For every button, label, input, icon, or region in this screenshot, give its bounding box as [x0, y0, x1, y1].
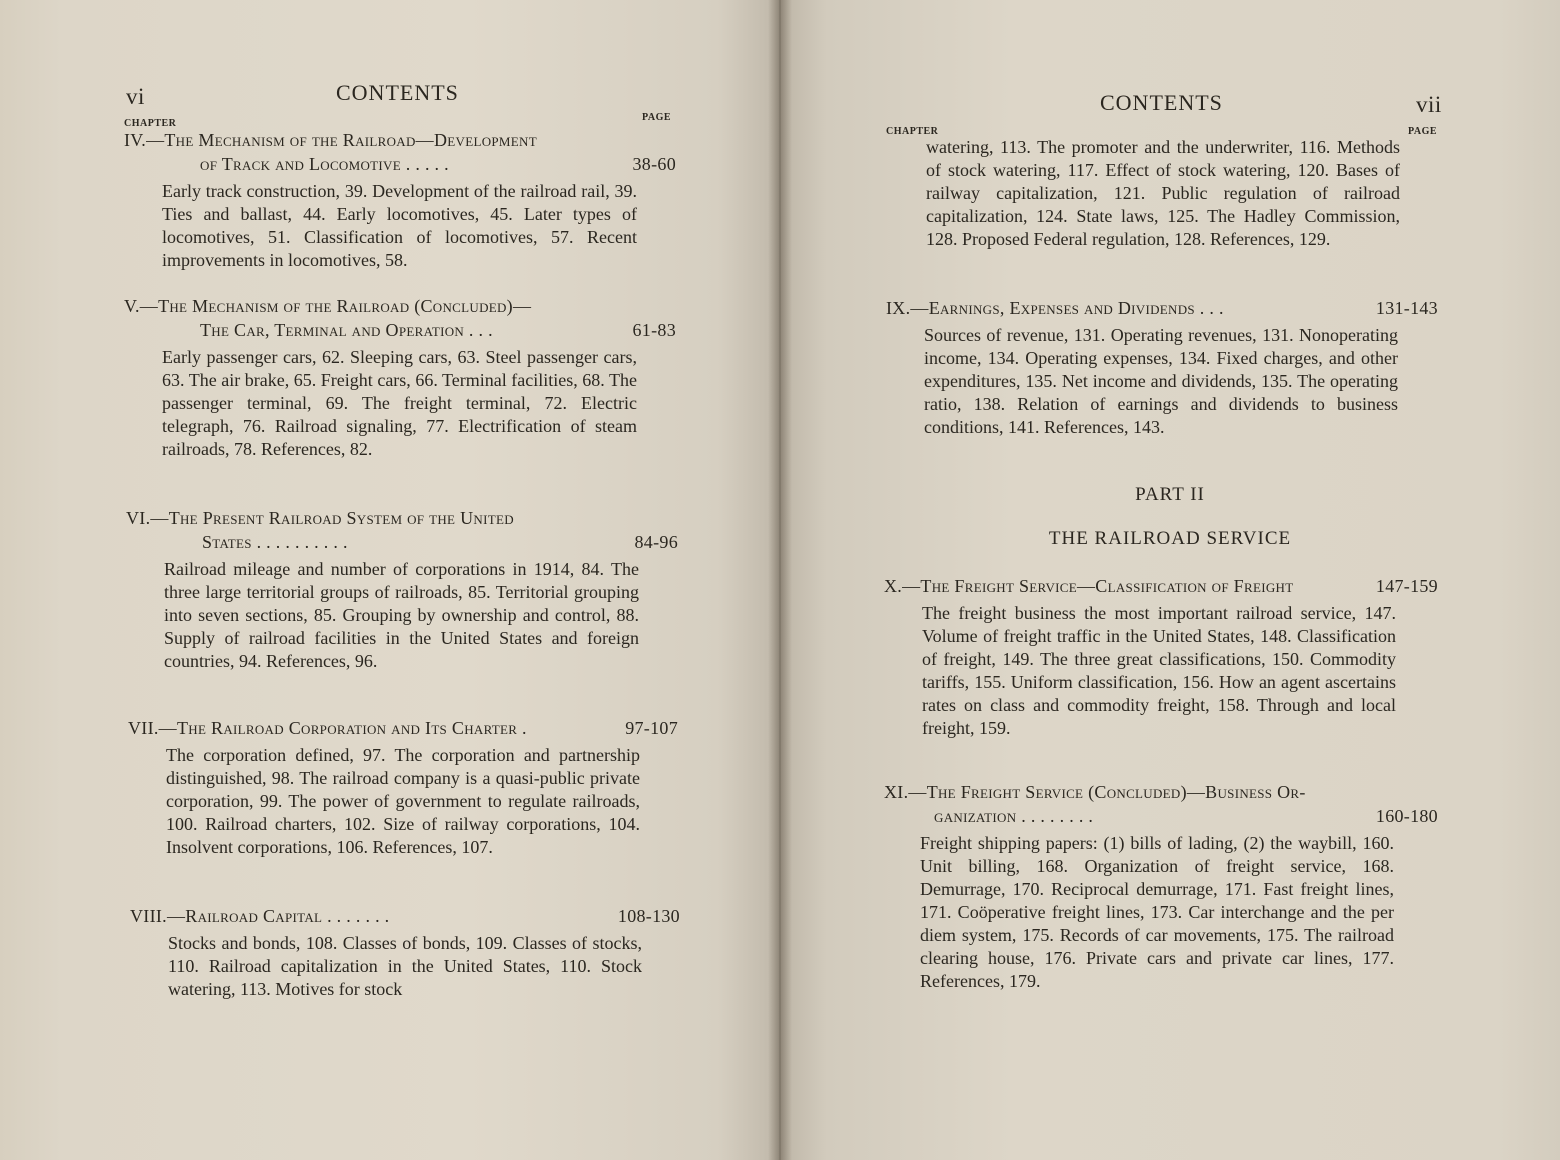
- chapter-title-line1: XI.—The Freight Service (Concluded)—Business Or-: [884, 782, 1306, 802]
- page-range: 160-180: [1375, 806, 1438, 826]
- right-page-label: PAGE: [1408, 126, 1438, 137]
- chapter-summary: Early passenger cars, 62. Sleeping cars, 63. Steel passenger cars, 63. The air brake, 65. Freight cars, 66. Terminal facilities, 68. The passenger terminal, 69. The freight terminal, 72. Electric telegraph, 76. Railroad signaling, 77. Electrification of steam railroads, 78. References, 82.: [162, 347, 637, 459]
- chapter-summary: Freight shipping papers: (1) bills of lading, (2) the waybill, 160. Unit billing, 168. Organization of freight service, 168. Demurrage, 170. Reciprocal demurrage, 171. Fast freight lines, 171. Coöperative freight lines, 173. Car interchange and the per diem system, 175. Records of car movements, 175. The railroad clearing house, 176. Private cars and private car lines, 177. References, 179.: [920, 833, 1394, 991]
- right-chapter-label: CHAPTER: [886, 126, 939, 137]
- chapter-heading: [884, 574, 1438, 598]
- page-range: 61-83: [632, 320, 676, 340]
- toc-entry: [126, 506, 678, 673]
- chapter-title-line1: IV.—The Mechanism of the Railroad—Development: [124, 130, 537, 150]
- continuation-summary: watering, 113. The promoter and the underwriter, 116. Methods of stock watering, 117. Effect of stock watering, 120. Bases of railway capitalization, 121. Public regulation of railroad capitalization, 124. State laws, 125. The Hadley Commission, 128. Proposed Federal regulation, 128. References, 129.: [926, 137, 1400, 249]
- chapter-heading: [128, 716, 678, 740]
- toc-entry: [884, 574, 1438, 740]
- chapter-summary: The corporation defined, 97. The corporation and partnership distinguished, 98. The railroad company is a quasi-public private corporation, 99. The power of government to regulate railroads, 100. Railroad charters, 102. Size of railway corporations, 104. Insolvent corporations, 106. References, 107.: [166, 745, 640, 857]
- left-running-head: CONTENTS: [336, 80, 459, 105]
- chapter-title-line2: States . . . . . . . . . .: [202, 532, 348, 552]
- right-page: [780, 0, 1560, 1160]
- chapter-title-line1: X.—The Freight Service—Classification of Freight: [884, 576, 1294, 596]
- chapter-heading: [126, 506, 678, 554]
- toc-entry: [130, 904, 680, 1001]
- left-page-label: PAGE: [642, 112, 672, 123]
- chapter-summary: Stocks and bonds, 108. Classes of bonds, 109. Classes of stocks, 110. Railroad capitalization in the United States, 110. Stock watering, 113. Motives for stock: [168, 933, 642, 999]
- chapter-title-line1: V.—The Mechanism of the Railroad (Concluded)—: [124, 296, 532, 316]
- chapter-title-line2: ganization . . . . . . . .: [934, 806, 1094, 826]
- left-folio: vi: [126, 84, 145, 109]
- page-range: 147-159: [1375, 576, 1438, 596]
- page-range: 97-107: [625, 718, 678, 738]
- toc-entry: [124, 128, 676, 272]
- chapter-title-line1: IX.—Earnings, Expenses and Dividends . . .: [886, 298, 1224, 318]
- book-gutter: [768, 0, 792, 1160]
- right-folio: vii: [1416, 92, 1442, 117]
- page-range: 108-130: [617, 906, 680, 926]
- chapter-heading: [130, 904, 680, 928]
- toc-entry: [128, 716, 678, 859]
- chapter-heading: [124, 128, 676, 176]
- chapter-title-line2: of Track and Locomotive . . . . .: [200, 154, 449, 174]
- part-title: THE RAILROAD SERVICE: [1048, 528, 1292, 549]
- chapter-summary: Sources of revenue, 131. Operating revenues, 131. Nonoperating income, 134. Operating expenses, 134. Fixed charges, and other expenditures, 135. Net income and dividends, 135. The operating ratio, 138. Relation of earnings and dividends to business conditions, 141. References, 143.: [924, 325, 1398, 437]
- page-range: 38-60: [632, 154, 676, 174]
- chapter-title-line2: The Car, Terminal and Operation . . .: [200, 320, 493, 340]
- chapter-title-line1: VIII.—Railroad Capital . . . . . . .: [130, 906, 390, 926]
- left-chapter-label: CHAPTER: [124, 118, 177, 129]
- toc-entry: [886, 296, 1438, 439]
- chapter-heading: [124, 294, 676, 342]
- right-running-head: CONTENTS: [1100, 90, 1223, 115]
- chapter-summary: Railroad mileage and number of corporations in 1914, 84. The three large territorial groups of railroads, 85. Territorial grouping into seven sections, 85. Grouping by ownership and control, 88. Supply of railroad facilities in the United States and foreign countries, 94. References, 96.: [164, 559, 639, 671]
- chapter-title-line1: VII.—The Railroad Corporation and Its Charter .: [128, 718, 527, 738]
- chapter-heading: [886, 296, 1438, 320]
- toc-entry: [884, 780, 1438, 993]
- page-range: 84-96: [634, 532, 678, 552]
- chapter-title-line1: VI.—The Present Railroad System of the United: [126, 508, 514, 528]
- toc-entry: [124, 294, 676, 461]
- chapter-summary: The freight business the most important railroad service, 147. Volume of freight traffic in the United States, 148. Classification of freight, 149. The three great classifications, 150. Commodity tariffs, 155. Uniform classification, 156. How an agent ascertains rates on class and commodity freight, 158. Through and local freight, 159.: [922, 603, 1396, 738]
- part-number: PART II: [1135, 484, 1205, 505]
- page-range: 131-143: [1375, 298, 1438, 318]
- chapter-heading: [884, 780, 1438, 828]
- chapter-summary: Early track construction, 39. Development of the railroad rail, 39. Ties and ballast, 44. Early locomotives, 45. Later types of locomotives, 51. Classification of locomotives, 57. Recent improvements in locomotives, 58.: [162, 181, 637, 270]
